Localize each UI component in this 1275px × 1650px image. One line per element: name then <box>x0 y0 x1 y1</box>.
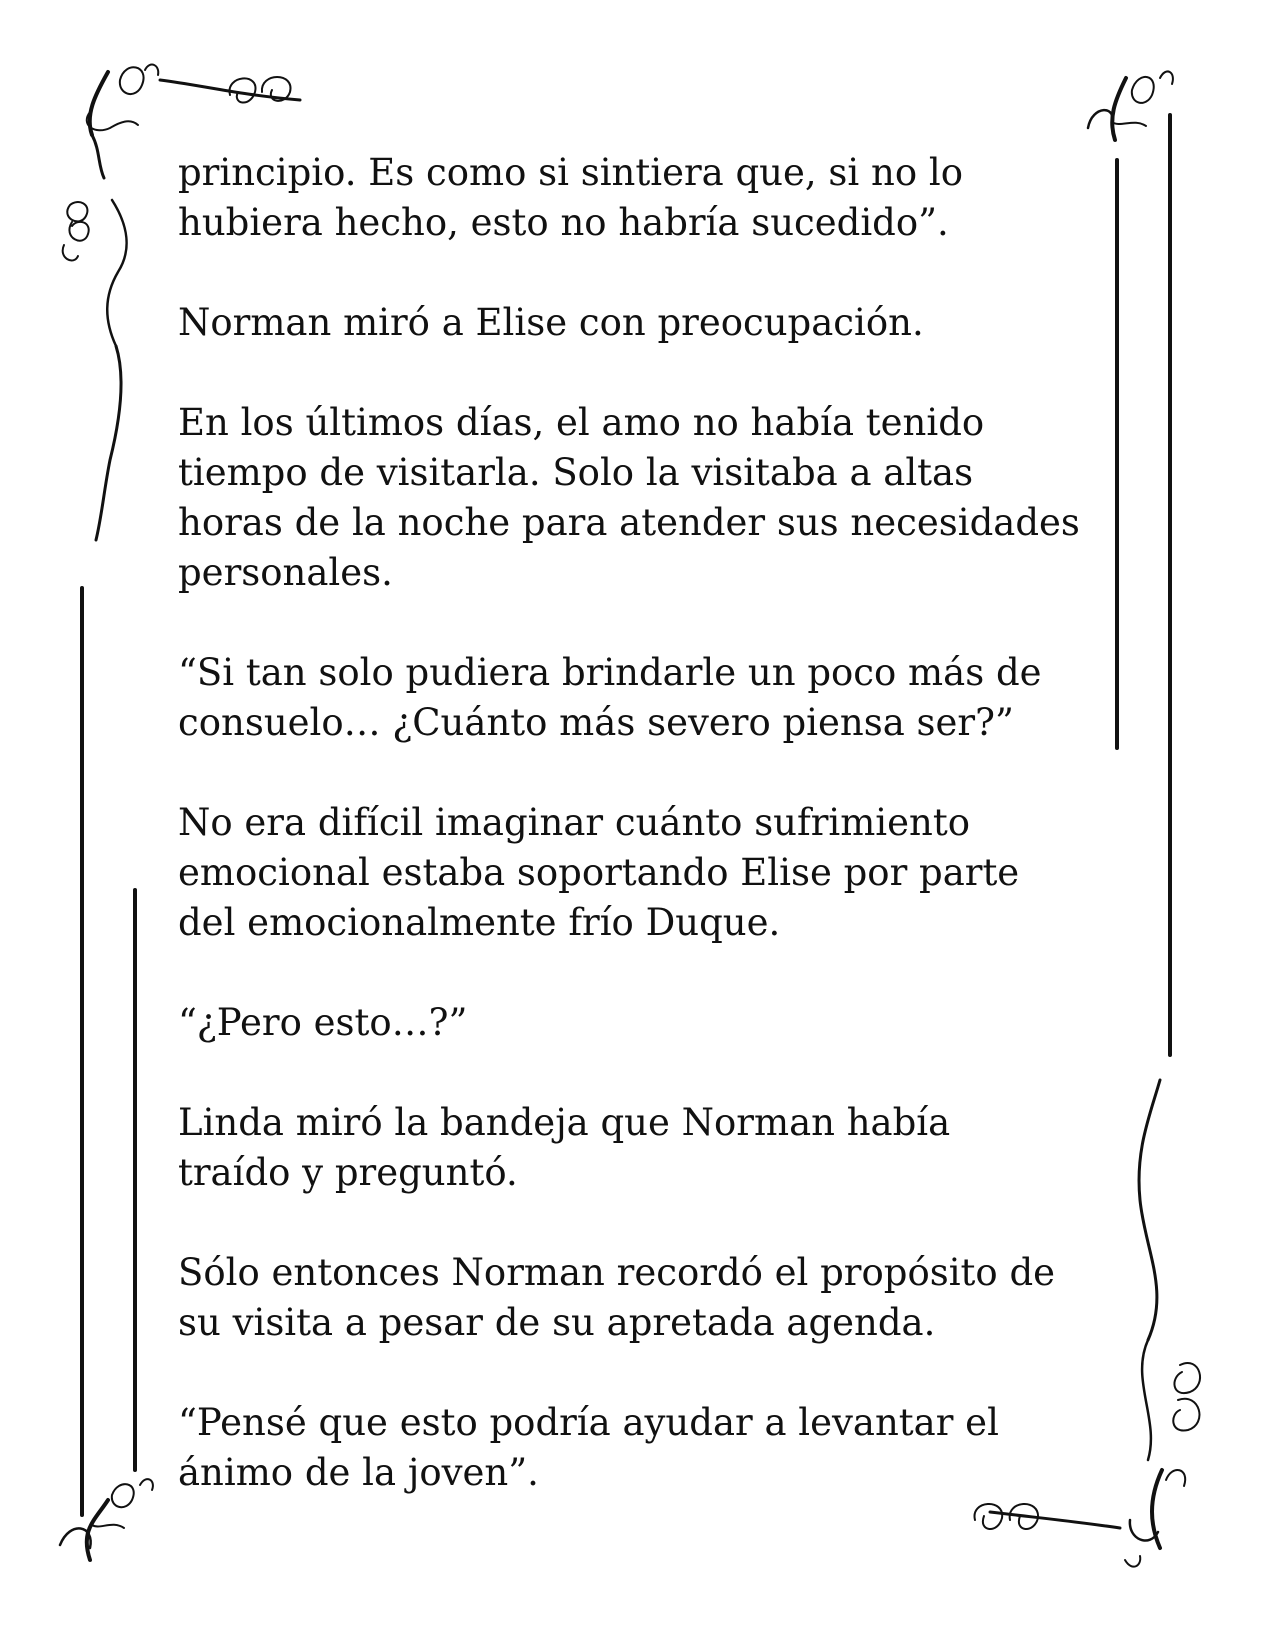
paragraph: “¿Pero esto…?” <box>178 1001 468 1044</box>
top-right-flourish-icon <box>1088 71 1173 140</box>
paragraph: “Pensé que esto podría ayudar a levantar el ánimo de la joven”. <box>178 1401 999 1494</box>
paragraph: Sólo entonces Norman recordó el propósito de su visita a pesar de su apretada agenda. <box>178 1251 1056 1344</box>
bottom-left-flourish-icon <box>60 1479 153 1560</box>
paragraph: principio. Es como si sintiera que, si no lo hubiera hecho, esto no habría sucedido”. <box>178 151 963 244</box>
paragraph: Linda miró la bandeja que Norman había traído y preguntó. <box>178 1101 951 1194</box>
paragraph: Norman miró a Elise con preocupación. <box>178 301 924 344</box>
paragraph: En los últimos días, el amo no había tenido tiempo de visitarla. Solo la visitaba a altas horas de la noche para atender sus necesidades personales. <box>178 401 1080 594</box>
page-body <box>178 148 1098 1498</box>
paragraph: No era difícil imaginar cuánto sufrimiento emocional estaba soportando Elise por parte del emocionalmente frío Duque. <box>178 801 1020 944</box>
paragraph: “Si tan solo pudiera brindarle un poco más de consuelo… ¿Cuánto más severo piensa ser?” <box>178 651 1042 744</box>
